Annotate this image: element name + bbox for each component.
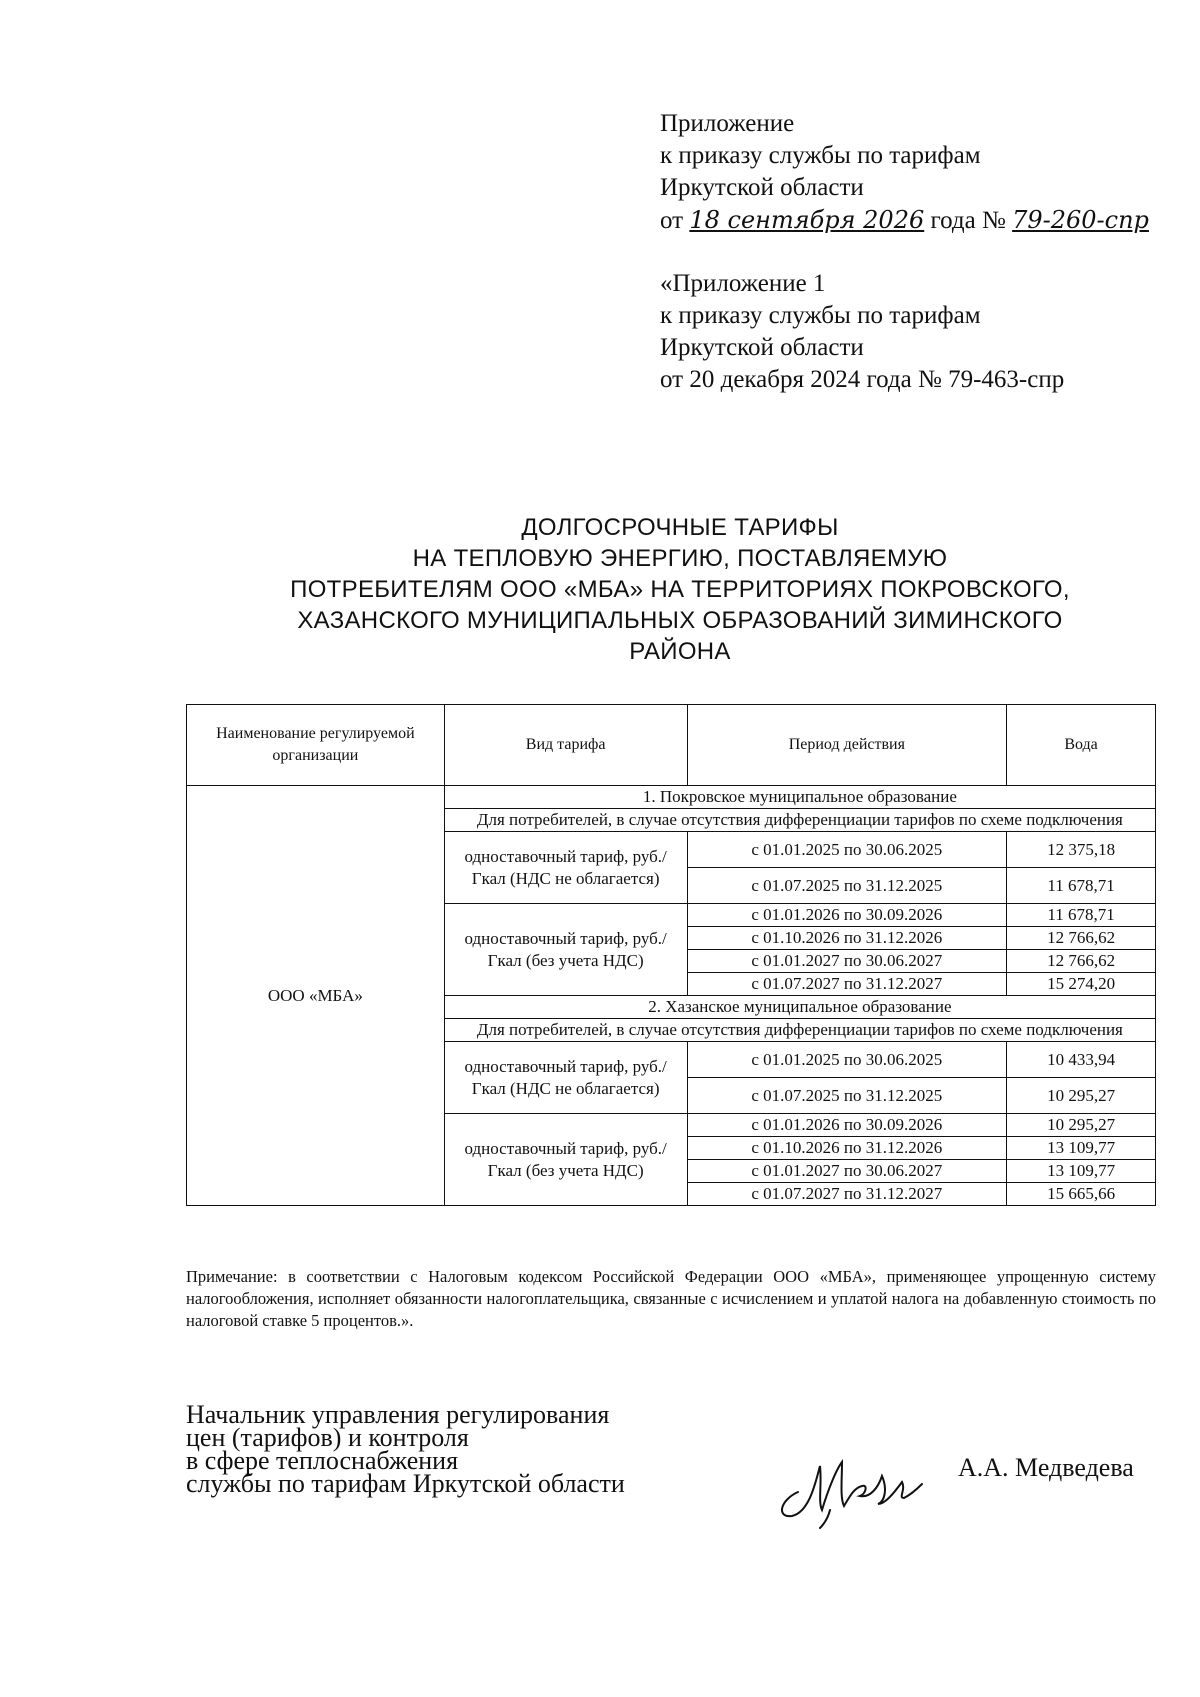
signer-position-line: в сфере теплоснабжения xyxy=(186,1446,459,1475)
prior-appendix-label: «Приложение 1 xyxy=(660,270,826,297)
signer-position xyxy=(186,1400,625,1498)
tariff-table xyxy=(186,704,1156,1206)
signer-position-line: цен (тарифов) и контроля xyxy=(186,1423,469,1452)
appendix-header xyxy=(660,108,1149,237)
period-cell: с 01.07.2027 по 31.12.2027 xyxy=(687,1183,1007,1206)
title-line: ПОТРЕБИТЕЛЯМ ООО «МБА» НА ТЕРРИТОРИЯХ ПОКРОВСКОГО, xyxy=(290,576,1070,603)
appendix-region: Иркутской области xyxy=(660,174,864,201)
document-title xyxy=(180,512,1180,667)
value-cell: 13 109,77 xyxy=(1007,1160,1156,1183)
value-cell: 10 295,27 xyxy=(1007,1114,1156,1137)
value-cell: 12 766,62 xyxy=(1007,950,1156,973)
tariff-type-cell: одноставочный тариф, руб./Гкал (без учета НДС) xyxy=(444,904,687,996)
prior-appendix-date: от 20 декабря 2024 года № 79-463-спр xyxy=(660,366,1065,393)
period-cell: с 01.01.2025 по 30.06.2025 xyxy=(687,832,1007,868)
value-cell: 15 274,20 xyxy=(1007,973,1156,996)
signer-position-line: Начальник управления регулирования xyxy=(186,1400,610,1429)
period-cell: с 01.01.2026 по 30.09.2026 xyxy=(687,904,1007,927)
period-cell: с 01.01.2027 по 30.06.2027 xyxy=(687,950,1007,973)
signer-position-line: службы по тарифам Иркутской области xyxy=(186,1469,625,1498)
tariff-type-cell: одноставочный тариф, руб./Гкал (без учета НДС) xyxy=(444,1114,687,1206)
section-title: 2. Хазанское муниципальное образование xyxy=(444,996,1155,1019)
header-water: Вода xyxy=(1007,705,1156,786)
title-line: РАЙОНА xyxy=(629,638,731,665)
table-header-row xyxy=(187,705,1156,786)
value-cell: 11 678,71 xyxy=(1007,868,1156,904)
period-cell: с 01.01.2027 по 30.06.2027 xyxy=(687,1160,1007,1183)
handwritten-number: 79-260-спр xyxy=(1012,206,1149,234)
period-cell: с 01.07.2025 по 31.12.2025 xyxy=(687,868,1007,904)
appendix-order-ref: к приказу службы по тарифам xyxy=(660,142,981,169)
title-line: ХАЗАНСКОГО МУНИЦИПАЛЬНЫХ ОБРАЗОВАНИЙ ЗИМИНСКОГО xyxy=(297,607,1063,634)
title-line: НА ТЕПЛОВУЮ ЭНЕРГИЮ, ПОСТАВЛЯЕМУЮ xyxy=(412,545,948,572)
appendix-number-label: года № xyxy=(930,207,1006,234)
value-cell: 10 433,94 xyxy=(1007,1042,1156,1078)
table-note: Примечание: в соответствии с Налоговым кодексом Российской Федерации ООО «МБА», применяющее упрощенную систему налогообложения, исполняет обязанности налогоплательщика, связанные с исчислением и уплатой налога на добавленную стоимость по налоговой ставке 5 процентов.». xyxy=(186,1267,1156,1330)
value-cell: 10 295,27 xyxy=(1007,1078,1156,1114)
appendix-date-line xyxy=(660,204,1149,237)
period-cell: с 01.10.2026 по 31.12.2026 xyxy=(687,1137,1007,1160)
handwritten-date: 18 сентября 2026 xyxy=(689,206,925,234)
period-cell: с 01.01.2025 по 30.06.2025 xyxy=(687,1042,1007,1078)
period-cell: с 01.01.2026 по 30.09.2026 xyxy=(687,1114,1007,1137)
header-org: Наименование регулируемой организации xyxy=(187,705,445,786)
appendix-date-prefix: от xyxy=(660,207,684,234)
header-period: Период действия xyxy=(687,705,1007,786)
prior-appendix-order-ref: к приказу службы по тарифам xyxy=(660,302,981,329)
title-line: ДОЛГОСРОЧНЫЕ ТАРИФЫ xyxy=(521,514,839,541)
organization-cell: ООО «МБА» xyxy=(187,786,445,1206)
value-cell: 15 665,66 xyxy=(1007,1183,1156,1206)
prior-appendix-header xyxy=(660,268,1064,396)
period-cell: с 01.07.2027 по 31.12.2027 xyxy=(687,973,1007,996)
prior-appendix-region: Иркутской области xyxy=(660,334,864,361)
value-cell: 12 375,18 xyxy=(1007,832,1156,868)
tariff-type-cell: одноставочный тариф, руб./Гкал (НДС не облагается) xyxy=(444,1042,687,1114)
section-subheader: Для потребителей, в случае отсутствия дифференциации тарифов по схеме подключения xyxy=(444,809,1155,832)
header-tariff-type: Вид тарифа xyxy=(444,705,687,786)
tariff-type-cell: одноставочный тариф, руб./Гкал (НДС не облагается) xyxy=(444,832,687,904)
section-subheader: Для потребителей, в случае отсутствия дифференциации тарифов по схеме подключения xyxy=(444,1019,1155,1042)
section-title: 1. Покровское муниципальное образование xyxy=(444,786,1155,809)
appendix-label: Приложение xyxy=(660,110,795,137)
section-row xyxy=(187,786,1156,809)
handwritten-signature xyxy=(770,1440,930,1530)
value-cell: 11 678,71 xyxy=(1007,904,1156,927)
signer-name: А.А. Медведева xyxy=(958,1453,1134,1482)
value-cell: 13 109,77 xyxy=(1007,1137,1156,1160)
value-cell: 12 766,62 xyxy=(1007,927,1156,950)
period-cell: с 01.10.2026 по 31.12.2026 xyxy=(687,927,1007,950)
period-cell: с 01.07.2025 по 31.12.2025 xyxy=(687,1078,1007,1114)
